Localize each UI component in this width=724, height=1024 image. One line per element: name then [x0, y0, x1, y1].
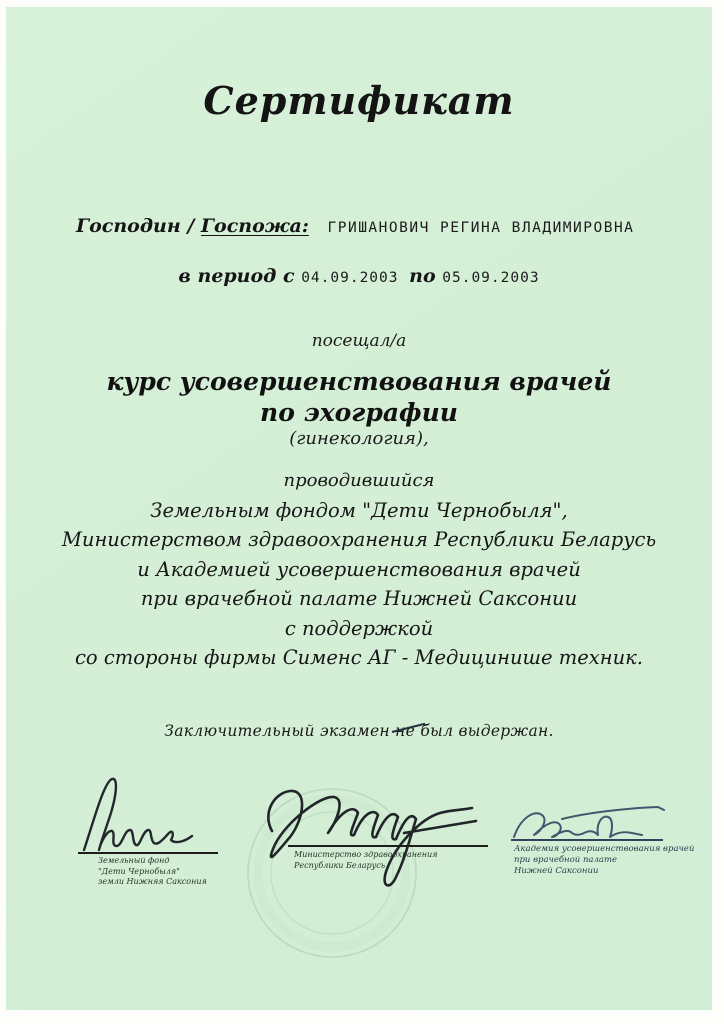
conducted-line: и Академией усовершенствования врачей — [137, 557, 581, 581]
period-label-to: по — [409, 265, 436, 287]
conducted-line: при врачебной палате Нижней Саксонии — [140, 587, 578, 610]
salutation-underlined: Госпожа: — [200, 215, 309, 237]
signature-line-middle — [288, 845, 488, 847]
conducted-line: со стороны фирмы Сименс АГ - Медицинише техник. — [74, 646, 643, 669]
certificate-paper — [6, 7, 712, 1010]
course-title — [6, 366, 712, 428]
conducted-line: Министерством здравоохранения Республики Беларусь — [61, 528, 657, 551]
conducted-intro: проводившийся — [283, 470, 435, 491]
caption-line: Республики Беларусь — [294, 860, 386, 870]
signature-caption-middle — [294, 850, 438, 871]
period-label-from: в период с — [178, 265, 295, 287]
holder-name: ГРИШАНОВИЧ РЕГИНА ВЛАДИМИРОВНА — [327, 220, 635, 236]
caption-line: "Дети Чернобыля" — [98, 866, 180, 876]
exam-note-struck-word: не — [395, 722, 416, 740]
caption-line: при врачебной палате — [514, 855, 618, 865]
caption-line: Нижней Саксонии — [514, 866, 599, 876]
course-title-line1: курс усовершенствования врачей — [106, 367, 612, 396]
attended-label: посещал/а — [311, 331, 407, 351]
conducted-block — [6, 466, 712, 673]
conducted-line: Земельным фондом "Дети Чернобыля", — [150, 498, 568, 522]
exam-note-after: был выдержан. — [415, 722, 554, 740]
signature-caption-right — [514, 844, 694, 877]
conducted-line: с поддержкой — [284, 616, 434, 640]
signature-line-left — [78, 852, 218, 854]
period-line — [6, 265, 712, 287]
exam-note-before: Заключительный экзамен — [164, 722, 396, 740]
signature-left — [72, 770, 232, 858]
caption-line: Академия усовершенствования врачей — [514, 844, 695, 854]
signature-caption-left — [98, 856, 207, 888]
salutation-prefix: Господин / — [76, 215, 201, 237]
caption-line: земли Нижняя Саксония — [98, 877, 207, 886]
course-subtitle: (гинекология), — [289, 428, 429, 449]
exam-note — [6, 722, 712, 740]
period-date-to: 05.09.2003 — [442, 270, 540, 286]
signature-middle — [258, 769, 493, 899]
course-title-line2: по эхографии — [260, 398, 458, 427]
signature-line-right — [511, 839, 663, 841]
certificate-title: Сертификат — [203, 78, 515, 123]
caption-line: Министерство здравоохранения — [294, 850, 438, 859]
salutation-line — [76, 215, 634, 237]
period-date-from: 04.09.2003 — [301, 270, 399, 286]
caption-line: Земельный фонд — [98, 856, 170, 865]
